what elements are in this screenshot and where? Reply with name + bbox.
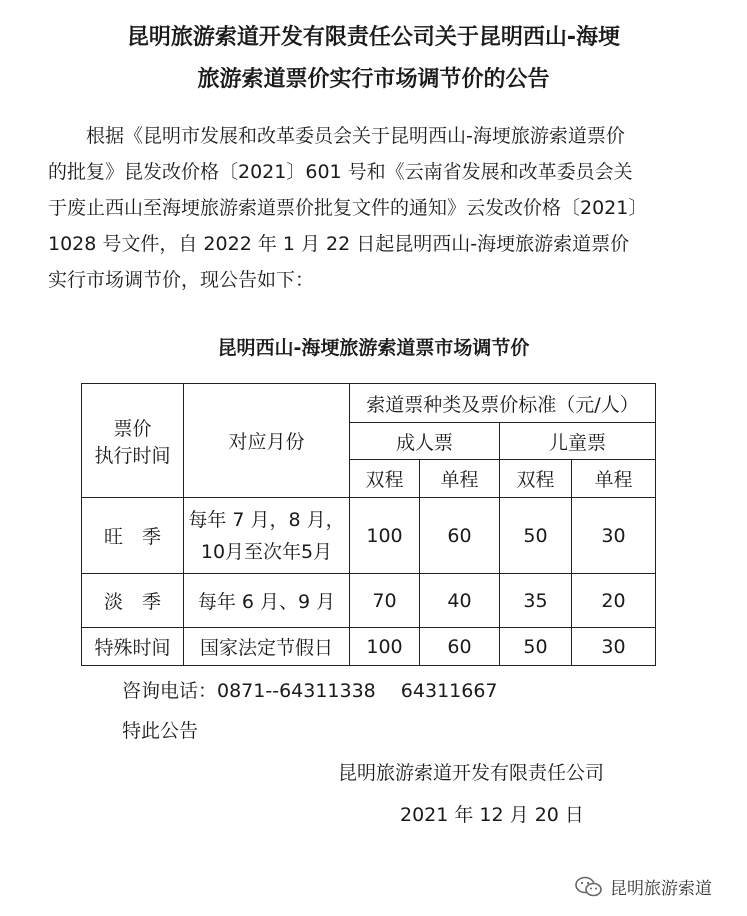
row-adult-round: 100 [350, 498, 420, 574]
row-months-line1: 每年 7 月，8 月， [188, 508, 345, 531]
table-row [82, 574, 656, 628]
header-time-line2: 执行时间 [94, 444, 171, 467]
notice-date: 2021 年 12 月 20 日 [400, 804, 584, 826]
header-months-cell: 对应月份 [184, 384, 350, 498]
price-table [81, 383, 656, 666]
row-adult-round: 100 [350, 628, 420, 666]
header-adult-round: 双程 [350, 460, 420, 498]
row-child-round: 50 [500, 498, 572, 574]
watermark-label: 昆明旅游索道 [610, 879, 712, 899]
header-adult-cell: 成人票 [350, 423, 500, 460]
row-child-single: 20 [572, 574, 656, 628]
account-watermark [574, 874, 712, 899]
notice-closing: 特此公告 [122, 720, 199, 742]
header-group-cell: 索道票种类及票价标准（元/人） [350, 384, 656, 423]
table-title: 昆明西山-海埂旅游索道票市场调节价 [217, 337, 530, 359]
header-child-single: 单程 [572, 460, 656, 498]
row-adult-single: 60 [420, 628, 500, 666]
row-months-line2: 10月至次年5月 [200, 540, 333, 563]
row-child-single: 30 [572, 498, 656, 574]
header-time-line1: 票价 [113, 417, 152, 440]
contact-phone: 咨询电话：0871--64311338 64311667 [122, 680, 498, 702]
notice-title-line2: 旅游索道票价实行市场调节价的公告 [197, 67, 550, 92]
header-time-cell [82, 384, 184, 498]
body-line: 实行市场调节价，现公告如下： [48, 269, 315, 291]
row-child-round: 35 [500, 574, 572, 628]
body-line: 于废止西山至海埂旅游索道票价批复文件的通知》云发改价格〔2021〕 [48, 197, 648, 219]
row-period: 特殊时间 [82, 628, 184, 666]
row-period: 旺 季 [82, 498, 184, 574]
row-adult-round: 70 [350, 574, 420, 628]
header-adult-single: 单程 [420, 460, 500, 498]
row-adult-single: 40 [420, 574, 500, 628]
row-adult-single: 60 [420, 498, 500, 574]
row-months [184, 498, 350, 574]
company-signature: 昆明旅游索道开发有限责任公司 [338, 762, 605, 784]
body-line: 1028 号文件，自 2022 年 1 月 22 日起昆明西山-海埂旅游索道票价 [48, 233, 630, 255]
notice-title-line1: 昆明旅游索道开发有限责任公司关于昆明西山-海埂 [126, 25, 621, 50]
body-paragraph [48, 118, 708, 298]
table-row [82, 628, 656, 666]
row-months: 每年 6 月、9 月 [184, 574, 350, 628]
header-child-round: 双程 [500, 460, 572, 498]
row-months: 国家法定节假日 [184, 628, 350, 666]
row-child-round: 50 [500, 628, 572, 666]
row-child-single: 30 [572, 628, 656, 666]
wechat-icon [574, 875, 604, 899]
table-row [82, 498, 656, 574]
body-line: 的批复》昆发改价格〔2021〕601 号和《云南省发展和改革委员会关 [48, 161, 633, 183]
row-period: 淡 季 [82, 574, 184, 628]
body-line: 根据《昆明市发展和改革委员会关于昆明西山-海埂旅游索道票价 [48, 125, 625, 147]
header-child-cell: 儿童票 [500, 423, 656, 460]
